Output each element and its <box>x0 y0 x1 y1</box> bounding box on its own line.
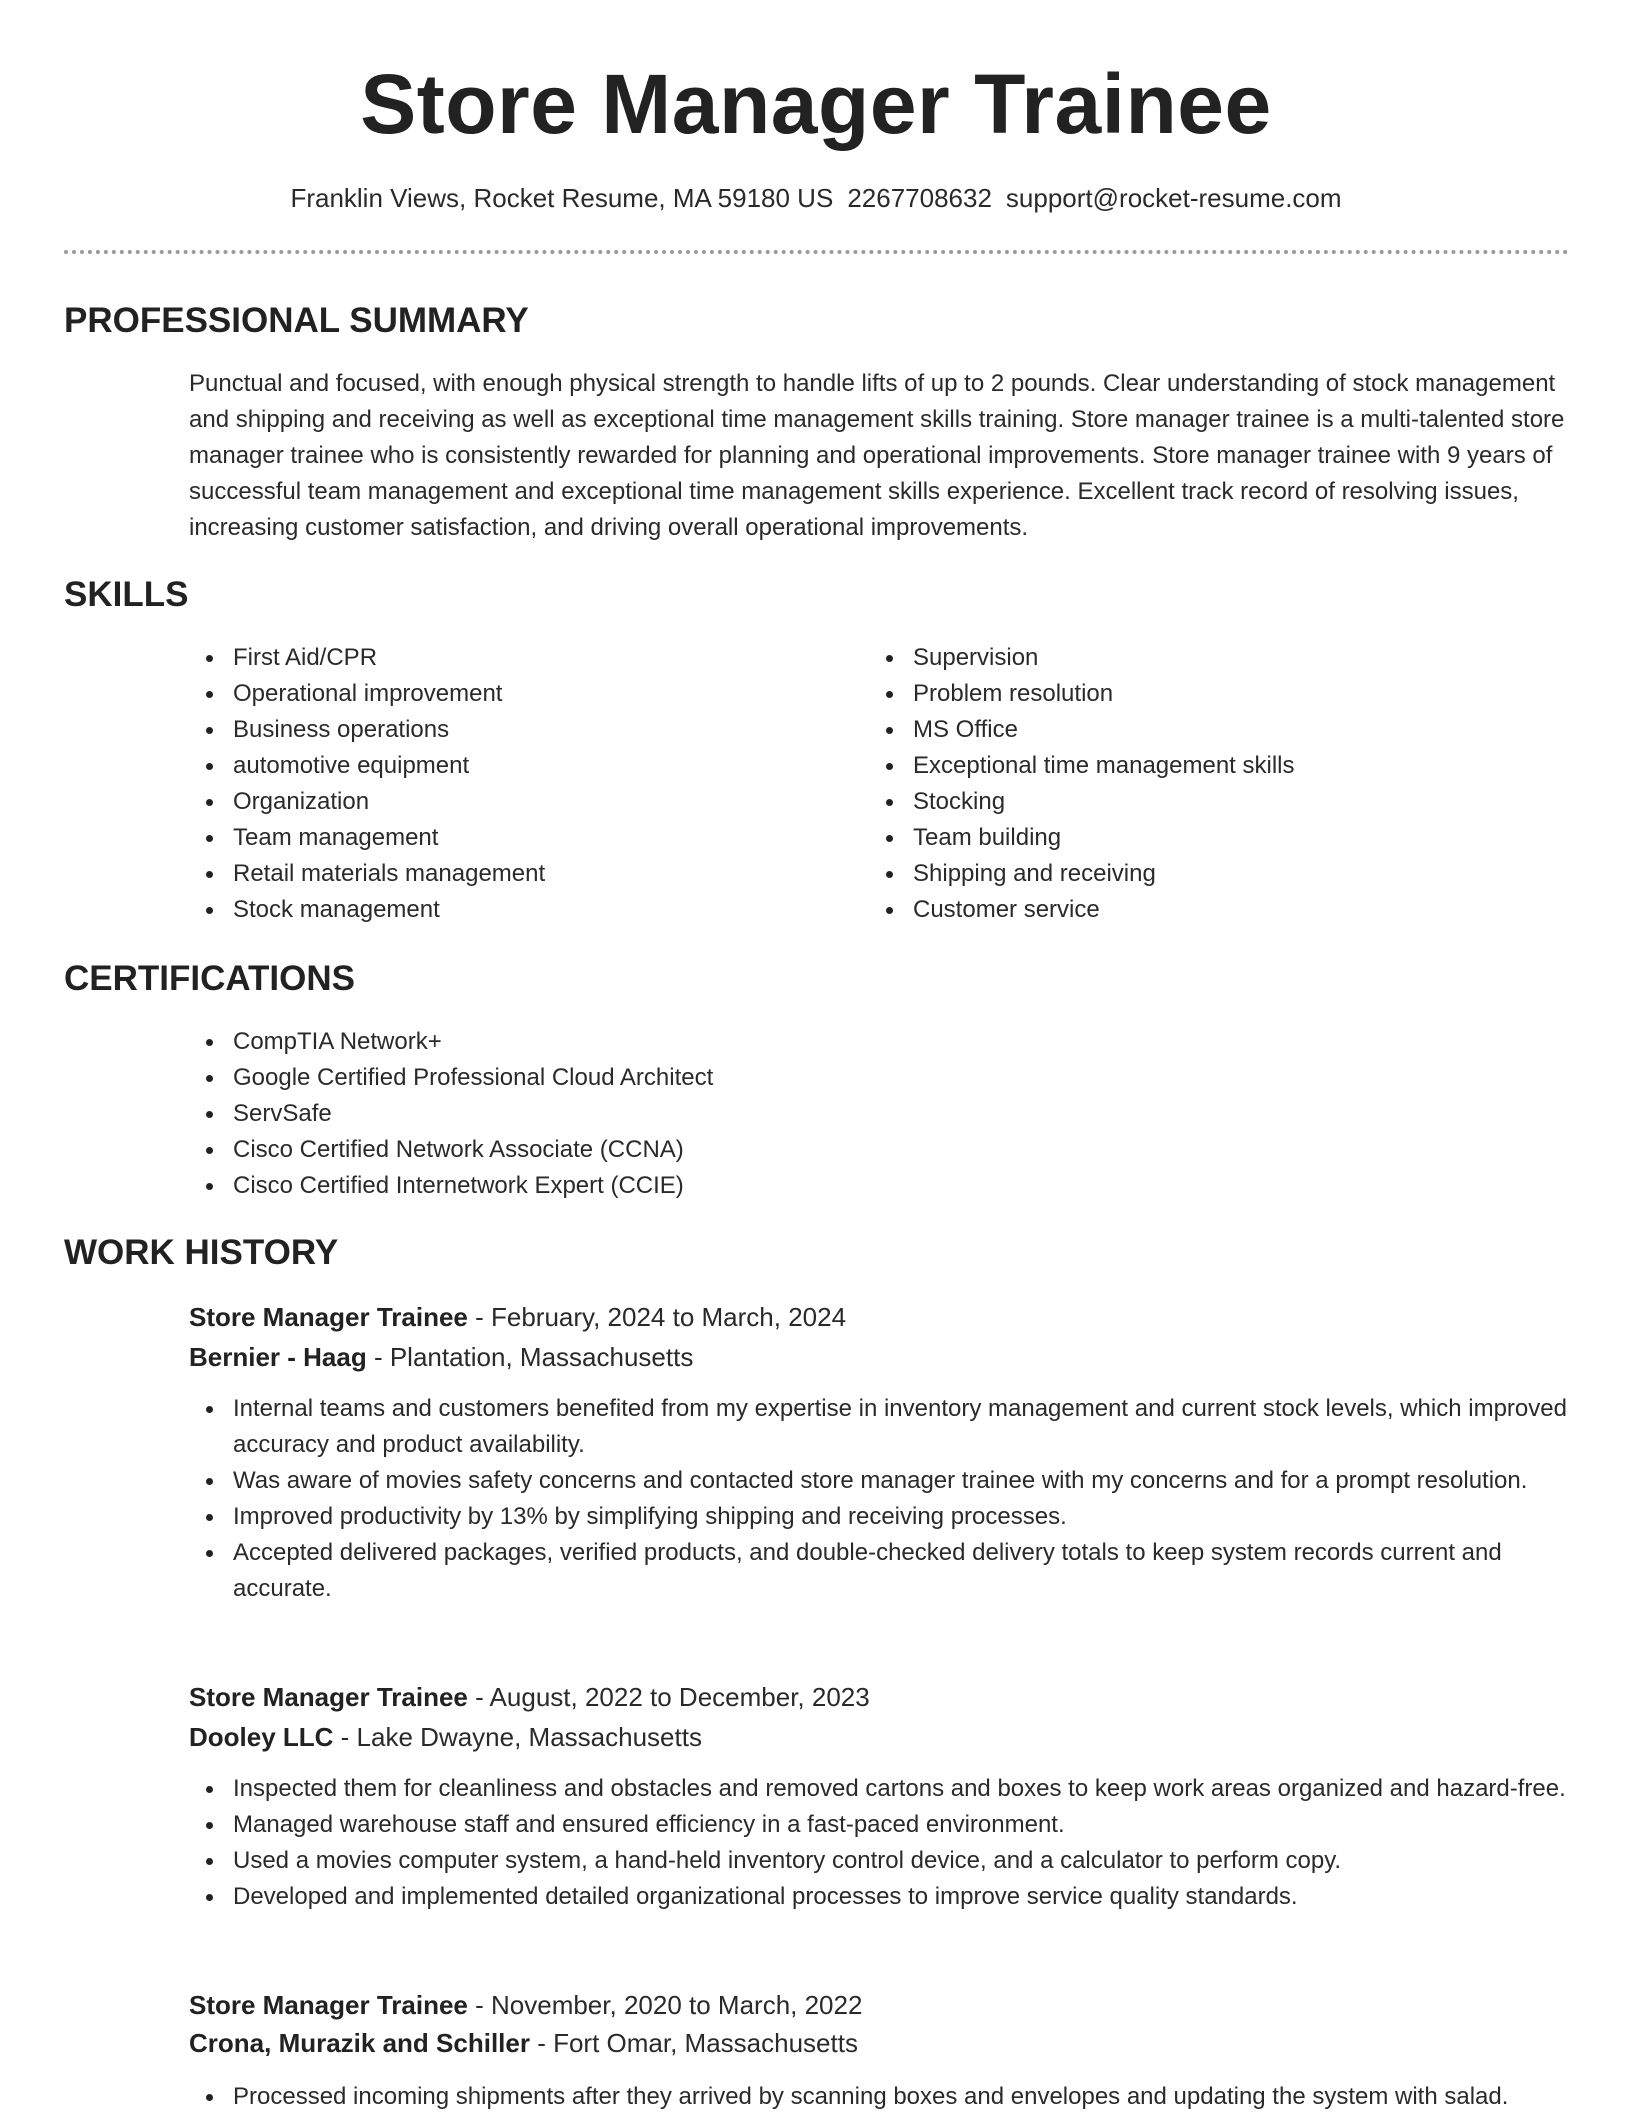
skill-item: automotive equipment <box>189 748 829 784</box>
certifications-list <box>189 1024 1189 1204</box>
job-bullet: Used a movies computer system, a hand-held inventory control device, and a calculator to perform copy. <box>189 1843 1569 1879</box>
contact-email[interactable]: support@rocket-resume.com <box>1005 183 1342 213</box>
skill-item: Business operations <box>189 712 829 748</box>
job-company-line <box>189 1337 693 1377</box>
job-location: - Fort Omar, Massachusetts <box>529 2028 858 2058</box>
job-bullet: Improved productivity by 13% by simplifying shipping and receiving processes. <box>189 1499 1569 1535</box>
resume-title: Store Manager Trainee <box>360 57 1272 151</box>
contact-address: Franklin Views, Rocket Resume, MA 59180 US <box>290 183 834 213</box>
job-bullets <box>189 1391 1569 1607</box>
job-bullets <box>189 1771 1569 1915</box>
skill-item: Problem resolution <box>869 676 1509 712</box>
job-title: Store Manager Trainee <box>189 1302 468 1332</box>
job-bullet: Accepted delivered packages, verified products, and double-checked delivery totals to keep system records current and accurate. <box>189 1535 1569 1607</box>
job-location: - Plantation, Massachusetts <box>366 1342 694 1372</box>
certification-item: ServSafe <box>189 1096 1189 1132</box>
job-location: - Lake Dwayne, Massachusetts <box>333 1722 702 1752</box>
skill-item: Retail materials management <box>189 856 829 892</box>
skill-item: First Aid/CPR <box>189 640 829 676</box>
job-bullet: Was aware of movies safety concerns and contacted store manager trainee with my concerns and for a prompt resolution. <box>189 1463 1569 1499</box>
skill-item: Stocking <box>869 784 1509 820</box>
job-company-line <box>189 1717 702 1757</box>
certification-item: Google Certified Professional Cloud Architect <box>189 1060 1189 1096</box>
skill-item: Exceptional time management skills <box>869 748 1509 784</box>
job-bullet: Managed warehouse staff and ensured efficiency in a fast-paced environment. <box>189 1807 1569 1843</box>
job-bullet: Processed incoming shipments after they arrived by scanning boxes and envelopes and updating the system with salad. <box>189 2079 1569 2115</box>
job-title-line <box>189 1297 846 1337</box>
job-title-line <box>189 1677 870 1717</box>
job-dates: - November, 2020 to March, 2022 <box>467 1990 863 2020</box>
skill-item: Team building <box>869 820 1509 856</box>
job-dates: - February, 2024 to March, 2024 <box>467 1302 847 1332</box>
skills-list-left <box>189 640 829 928</box>
job-bullets <box>189 2079 1569 2115</box>
job-title: Store Manager Trainee <box>189 1990 468 2020</box>
certification-item: Cisco Certified Network Associate (CCNA) <box>189 1132 1189 1168</box>
contact-line <box>0 180 1632 216</box>
section-title-work-history: WORK HISTORY <box>64 1233 339 1272</box>
skill-item: Customer service <box>869 892 1509 928</box>
job-company: Bernier - Haag <box>189 1342 367 1372</box>
job-dates: - August, 2022 to December, 2023 <box>467 1682 870 1712</box>
skill-item: Operational improvement <box>189 676 829 712</box>
skill-item: Organization <box>189 784 829 820</box>
certification-item: CompTIA Network+ <box>189 1024 1189 1060</box>
job-title: Store Manager Trainee <box>189 1682 468 1712</box>
certification-item: Cisco Certified Internetwork Expert (CCIE) <box>189 1168 1189 1204</box>
section-title-skills: SKILLS <box>64 575 189 614</box>
skill-item: Shipping and receiving <box>869 856 1509 892</box>
skill-item: Stock management <box>189 892 829 928</box>
skill-item: MS Office <box>869 712 1509 748</box>
section-title-certifications: CERTIFICATIONS <box>64 959 356 998</box>
skill-item: Team management <box>189 820 829 856</box>
skill-item: Supervision <box>869 640 1509 676</box>
job-company: Crona, Murazik and Schiller <box>189 2028 530 2058</box>
job-company: Dooley LLC <box>189 1722 334 1752</box>
header-divider <box>64 250 1569 254</box>
job-bullet: Inspected them for cleanliness and obstacles and removed cartons and boxes to keep work areas organized and hazard-free. <box>189 1771 1569 1807</box>
skills-list-right <box>869 640 1509 928</box>
job-company-line <box>189 2023 858 2063</box>
job-bullet: Developed and implemented detailed organizational processes to improve service quality standards. <box>189 1879 1569 1915</box>
job-bullet: Internal teams and customers benefited from my expertise in inventory management and current stock levels, which improved accuracy and product availability. <box>189 1391 1569 1463</box>
contact-phone: 2267708632 <box>847 183 992 213</box>
summary-text: Punctual and focused, with enough physical strength to handle lifts of up to 2 pounds. Clear understanding of stock management and shipping and receiving as well as exceptional time management skills training. Store manager trainee is a multi-talented store manager trainee who is consistently rewarded for planning and operational improvements. Store manager trainee with 9 years of successful team management and exceptional time management skills experience. Excellent track record of resolving issues, increasing customer satisfaction, and driving overall operational improvements. <box>189 370 1565 541</box>
section-title-summary: PROFESSIONAL SUMMARY <box>64 301 529 340</box>
job-title-line <box>189 1985 862 2025</box>
